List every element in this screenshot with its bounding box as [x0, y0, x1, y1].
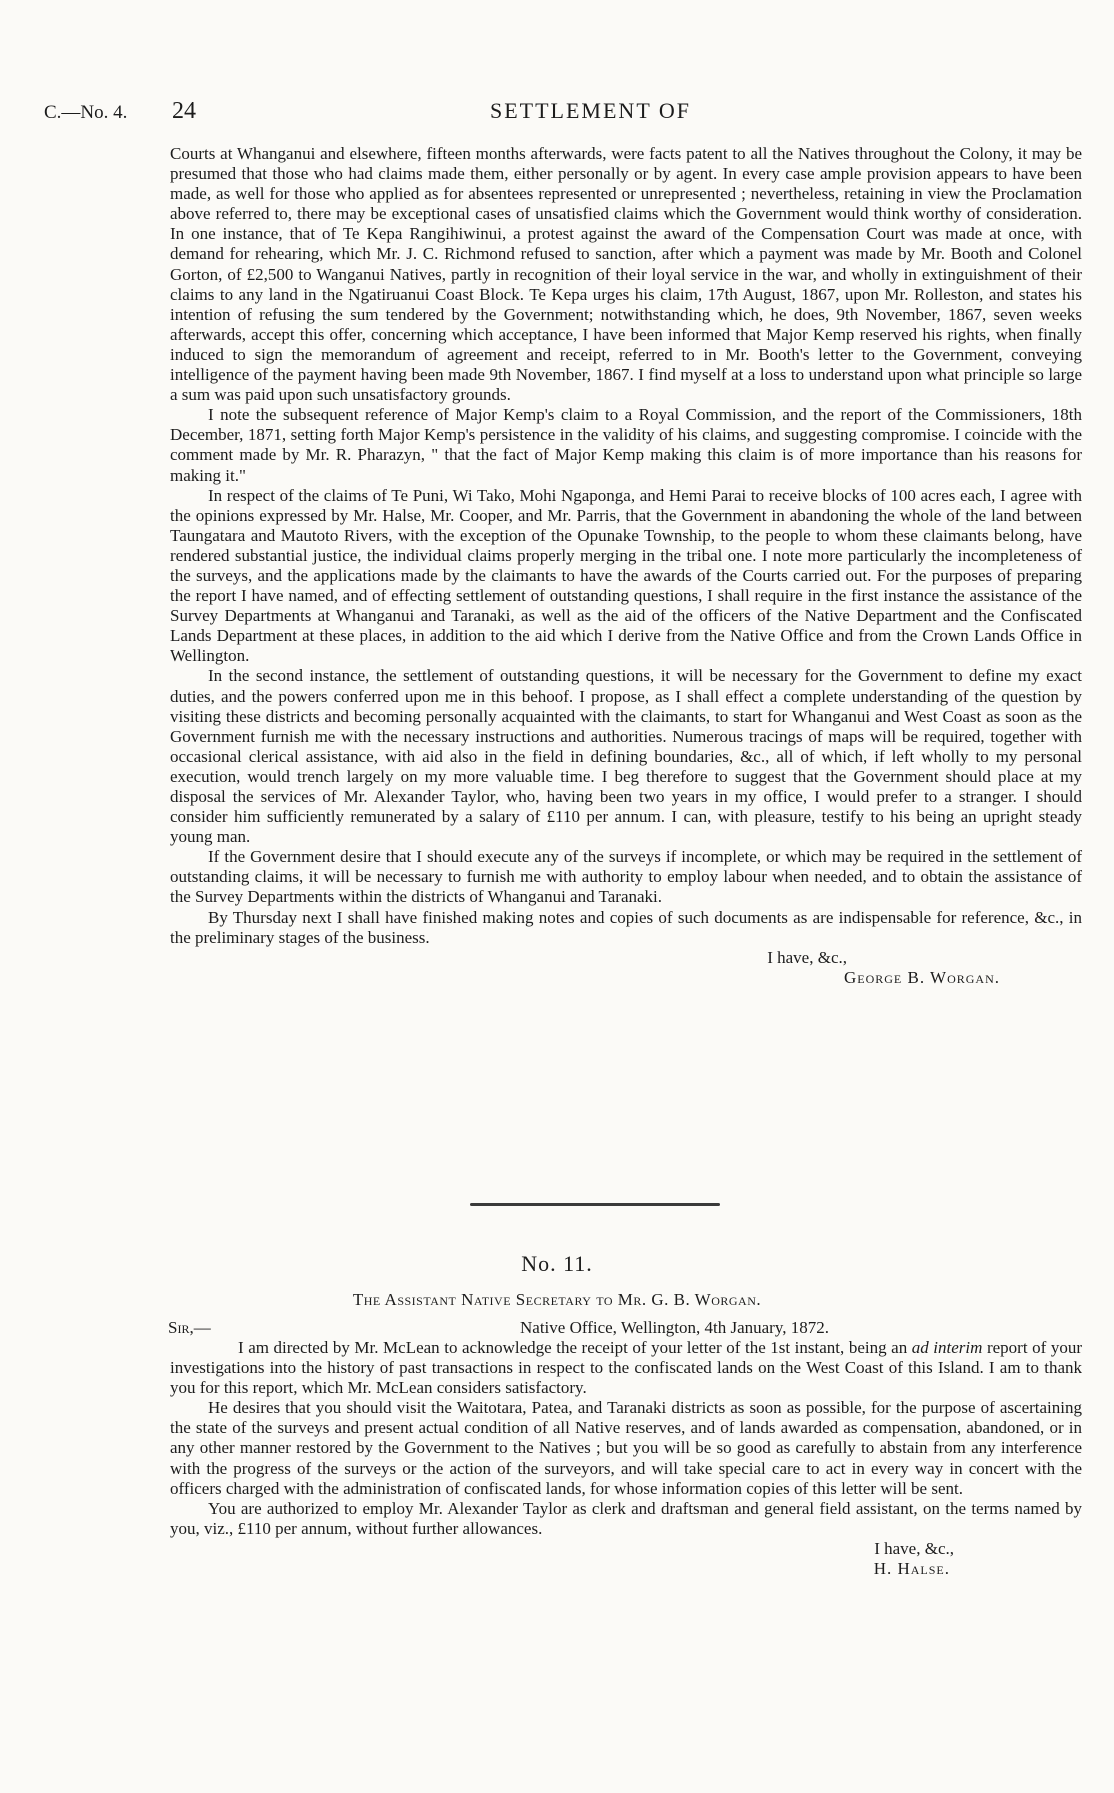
page-header	[0, 98, 1114, 128]
running-title: SETTLEMENT OF	[490, 98, 691, 123]
paragraph: I note the subsequent reference of Major Kemp's claim to a Royal Commission, and the report of the Commissioners, 18th December, 1871, setting forth Major Kemp's persistence in the validity of his claims, and suggesting compromise. I coincide with the comment made by Mr. R. Pharazyn, " that the fact of Major Kemp making this claim is of more importance than his reasons for making it."	[170, 405, 1082, 485]
document-reference: C.—No. 4.	[44, 102, 128, 123]
page-number: 24	[172, 98, 196, 124]
signature-block	[170, 948, 1082, 988]
closing: I have, &c.,	[874, 1538, 954, 1558]
paragraph: By Thursday next I shall have finished making notes and copies of such documents as are indispensable for reference, &c., in the preliminary stages of the business.	[170, 907, 1082, 947]
salutation: Sir,—	[168, 1318, 211, 1337]
signature-block	[170, 1539, 1082, 1579]
worgan-letter-body	[170, 144, 1082, 988]
italic-phrase: ad interim	[911, 1338, 983, 1357]
paragraph: Courts at Whanganui and elsewhere, fifteen months afterwards, were facts patent to all the Natives throughout the Colony, it may be presumed that those who had claims made them, either personally or by agent. In every case ample provision appears to have been made, as well for those who applied as for absentees represented or unrepresented ; nevertheless, retaining in view the Proclamation above referred to, there may be exceptional cases of unsatisfied claims which the Government would think worthy of consideration. In one instance, that of Te Kepa Rangihiwinui, a protest against the award of the Compensation Court was made at once, with demand for rehearing, which Mr. J. C. Richmond refused to sanction, after which a payment was made by Mr. Booth and Colonel Gorton, of £2,500 to Wanganui Natives, partly in recognition of their loyal service in the war, and wholly in extinguishment of their claims to any land in the Ngatiruanui Coast Block. Te Kepa urges his claim, 17th August, 1867, upon Mr. Rolleston, and states his intention of refusing the sum tendered by the Government; notwithstanding which, he does, 9th November, 1867, seven weeks afterwards, accept this offer, concerning which acceptance, I have been informed that Major Kemp reserved his rights, when finally induced to sign the memorandum of agreement and receipt, referred to in Mr. Booth's letter to the Government, conveying intelligence of the payment having been made 9th November, 1867. I find myself at a loss to understand upon what principle so large a sum was paid upon such unsatisfactory grounds.	[170, 144, 1082, 405]
paragraph: If the Government desire that I should execute any of the surveys if incomplete, or which may be required in the settlement of outstanding claims, it will be necessary to furnish me with authority to employ labour when needed, and to obtain the assistance of the Survey Departments within the districts of Whanganui and Taranaki.	[170, 847, 1082, 907]
paragraph: You are authorized to employ Mr. Alexander Taylor as clerk and draftsman and general field assistant, on the terms named by you, viz., £110 per annum, without further allowances.	[170, 1498, 1082, 1538]
paragraph: He desires that you should visit the Waitotara, Patea, and Taranaki districts as soon as possible, for the purpose of ascertaining the state of the surveys and present actual condition of all Native reserves, and of lands awarded as compensation, abandoned, or in any other manner restored by the Government to the Natives ; but you will be so good as carefully to abstain from any interference with the progress of the surveys or the action of the surveyors, and will take special care to act in every way in concert with the officers charged with the administration of confiscated lands, for whose information copies of this letter will be sent.	[170, 1398, 1082, 1498]
text-run: I am directed by Mr. McLean to acknowledge the receipt of your letter of the 1st instant, being an	[238, 1338, 912, 1357]
signature: George B. Worgan.	[843, 967, 1000, 987]
section-divider	[470, 1203, 720, 1206]
text-run: report of your investigations into the history of past transactions in respect to the confiscated lands on the West Coast of this Island. I am to thank you for this report, which Mr. McLean considers satisfactory.	[170, 1338, 1082, 1398]
paragraph: In respect of the claims of Te Puni, Wi Tako, Mohi Ngaponga, and Hemi Parai to receive blocks of 100 acres each, I agree with the opinions expressed by Mr. Halse, Mr. Cooper, and Mr. Parris, that the Government in abandoning the whole of the land between Taungatara and Mautoto Rivers, with the exception of the Opunake Township, to the people to whom these claimants belong, have rendered substantial justice, the individual claims properly merging in the tribal one. I note more particularly the incompleteness of the surveys, and the applications made by the claimants to have the awards of the Courts carried out. For the purposes of preparing the report I have named, and of effecting settlement of outstanding questions, I shall require in the first instance the assistance of the Survey Departments at Whanganui and Taranaki, as well as the aid of the officers of the Native Department and the Confiscated Lands Department at these places, in addition to the aid which I derive from the Native Office and from the Crown Lands Office in Wellington.	[170, 485, 1082, 666]
document-number: No. 11.	[521, 1251, 593, 1276]
halse-letter-body	[170, 1338, 1082, 1579]
paragraph	[170, 1338, 1082, 1398]
dateline: Native Office, Wellington, 4th January, 1872.	[520, 1318, 829, 1337]
document-heading: The Assistant Native Secretary to Mr. G. B. Worgan.	[352, 1290, 762, 1309]
signature: H. Halse.	[873, 1559, 950, 1579]
closing: I have, &c.,	[767, 947, 847, 967]
paragraph: In the second instance, the settlement of outstanding questions, it will be necessary for the Government to define my exact duties, and the powers conferred upon me in this behoof. I propose, as I shall effect a complete understanding of the question by visiting these districts and becoming personally acquainted with the claimants, to start for Whanganui and West Coast as soon as the Government furnish me with the necessary instructions and authorities. Numerous tracings of maps will be required, together with occasional clerical assistance, with aid also in the field in defining boundaries, &c., all of which, if left wholly to my personal execution, would trench largely on my more valuable time. I beg therefore to suggest that the Government should place at my disposal the services of Mr. Alexander Taylor, who, having been two years in my office, I would prefer to a stranger. I should consider him sufficiently remunerated by a salary of £110 per annum. I can, with pleasure, testify to his being an upright steady young man.	[170, 666, 1082, 847]
